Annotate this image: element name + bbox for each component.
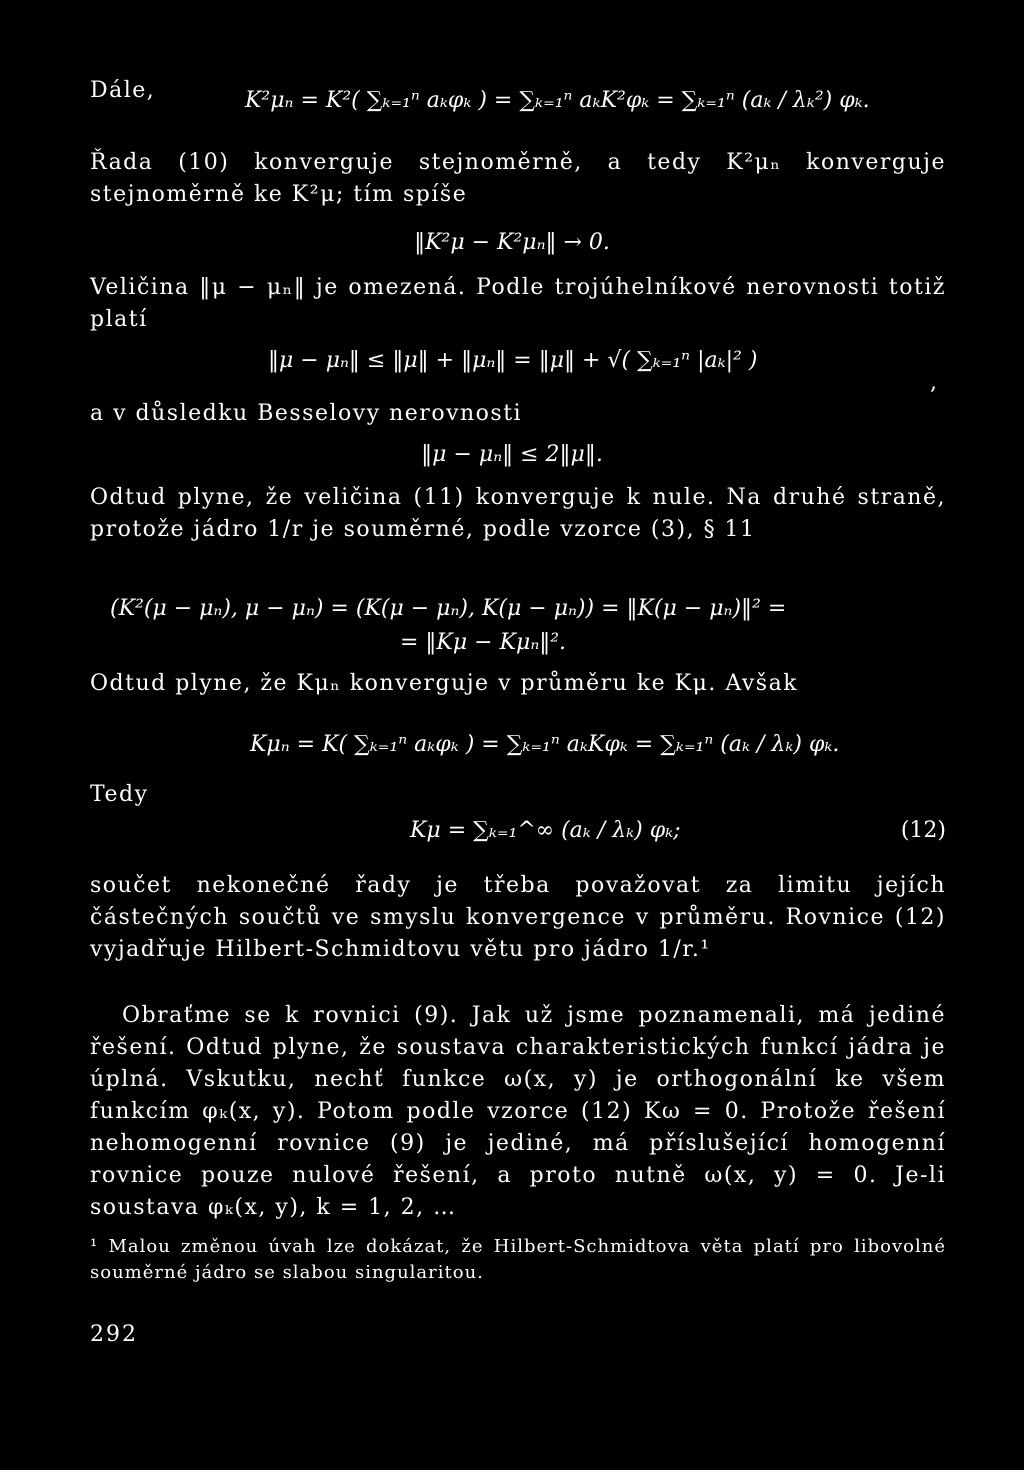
equation-4: ‖μ − μₙ‖ ≤ 2‖μ‖. xyxy=(421,442,603,467)
paragraph-6: součet nekonečné řady je třeba považovat za limitu jejích částečných součtů ve smyslu konvergence v průměru. Rovnice (12) vyjadřuje Hilbert-Schmidtovu větu pro jádro 1/r.¹ xyxy=(90,873,946,962)
page-number: 292 xyxy=(90,1322,138,1347)
equation-3-comma: , xyxy=(930,370,937,395)
paragraph-4: Odtud plyne, že veličina (11) konverguje k nule. Na druhé straně, protože jádro 1/r je souměrné, podle vzorce (3), § 11 xyxy=(90,485,946,542)
paragraph-1: Řada (10) konverguje stejnoměrně, a tedy K²μₙ konverguje stejnoměrně ke K²μ; tím spíše xyxy=(90,150,946,207)
equation-6: Kμₙ = K( ∑ₖ₌₁ⁿ aₖφₖ ) = ∑ₖ₌₁ⁿ aₖKφₖ = ∑ₖ₌₁ⁿ (aₖ / λₖ) φₖ. xyxy=(250,732,840,757)
equation-5b: = ‖Kμ − Kμₙ‖². xyxy=(400,630,567,655)
paragraph-5: Odtud plyne, že Kμₙ konverguje v průměru ke Kμ. Avšak xyxy=(90,671,799,696)
equation-5a: (K²(μ − μₙ), μ − μₙ) = (K(μ − μₙ), K(μ − μₙ)) = ‖K(μ − μₙ)‖² = xyxy=(110,596,787,621)
equation-number-12: (12) xyxy=(900,818,946,843)
equation-1: K²μₙ = K²( ∑ₖ₌₁ⁿ aₖφₖ ) = ∑ₖ₌₁ⁿ aₖK²φₖ = ∑ₖ₌₁ⁿ (aₖ / λₖ²) φₖ. xyxy=(245,88,870,113)
paragraph-7: Obraťme se k rovnici (9). Jak už jsme poznamenali, má jediné řešení. Odtud plyne, že soustava charakteristických funkcí jádra je úplná. Vskutku, nechť funkce ω(x, y) je orthogonální ke všem funkcím φₖ(x, y). Potom podle vzorce (12) Kω = 0. Protože řešení nehomogenní rovnice (9) je jediné, má příslušející homogenní rovnice pouze nulové řešení, a proto nutně ω(x, y) = 0. Je-li soustava φₖ(x, y), k = 1, 2, … xyxy=(90,1003,946,1220)
paragraph-3: a v důsledku Besselovy nerovnosti xyxy=(90,401,523,426)
paragraph-2: Veličina ‖μ − μₙ‖ je omezená. Podle trojúhelníkové nerovnosti totiž platí xyxy=(90,275,946,332)
equation-7: Kμ = ∑ₖ₌₁^∞ (aₖ / λₖ) φₖ; xyxy=(410,818,681,843)
text-tedy: Tedy xyxy=(90,782,149,807)
footnote: ¹ Malou změnou úvah lze dokázat, že Hilbert-Schmidtova věta platí pro libovolné souměrné jádro se slabou singularitou. xyxy=(90,1236,946,1283)
equation-2: ‖K²μ − K²μₙ‖ → 0. xyxy=(414,230,610,255)
equation-3: ‖μ − μₙ‖ ≤ ‖μ‖ + ‖μₙ‖ = ‖μ‖ + √( ∑ₖ₌₁ⁿ |aₖ|² ) xyxy=(268,348,758,373)
text-dale: Dále, xyxy=(90,78,156,103)
